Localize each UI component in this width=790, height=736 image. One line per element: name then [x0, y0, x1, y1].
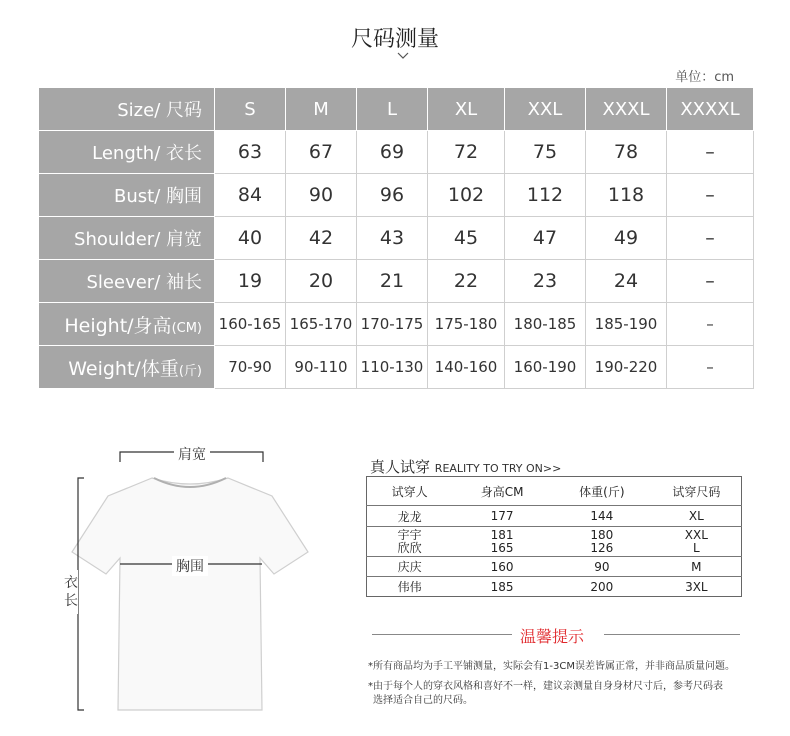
table-cell: 70-90: [215, 346, 286, 389]
table-row: [39, 174, 754, 217]
table-row: [39, 260, 754, 303]
table-cell: 175-180: [428, 303, 505, 346]
row-label-height-text: Height/身高: [64, 314, 172, 337]
bust-label: 胸围: [172, 556, 208, 576]
table-cell: 78: [586, 131, 667, 174]
table-cell: 96: [357, 174, 428, 217]
table-cell: 49: [586, 217, 667, 260]
tryon-header: 试穿人: [391, 484, 428, 499]
table-cell: 23: [505, 260, 586, 303]
divider: [604, 634, 740, 635]
shoulder-label: 肩宽: [174, 444, 210, 464]
table-cell: 112: [505, 174, 586, 217]
tshirt-diagram: [60, 440, 320, 720]
note-text: [368, 680, 723, 708]
tryon-header: 身高CM: [480, 484, 524, 499]
row-label-bust: Bust/ 胸围: [39, 174, 215, 217]
table-cell: 110-130: [357, 346, 428, 389]
tryon-cell: [552, 527, 652, 557]
size-col-header: L: [357, 88, 428, 131]
table-cell: 118: [586, 174, 667, 217]
tips-heading-text: 温馨提示: [520, 627, 585, 646]
tryon-cell: 177: [452, 506, 552, 527]
tryon-cell: 144: [552, 506, 652, 527]
row-label-length: Length/ 衣长: [39, 131, 215, 174]
table-cell: 43: [357, 217, 428, 260]
unit-label: 单位：cm: [675, 70, 734, 85]
tryon-cell-line: 宇宇: [397, 527, 422, 542]
tryon-cell: 龙龙: [367, 506, 453, 527]
note-line: 选择适合自己的尺码。: [373, 695, 473, 706]
table-cell: 19: [215, 260, 286, 303]
table-row: [367, 506, 742, 527]
row-label-weight: [39, 346, 215, 389]
table-cell: 47: [505, 217, 586, 260]
table-row: [39, 131, 754, 174]
tryon-header: 试穿尺码: [672, 484, 721, 499]
tryon-cell-line: 欣欣: [397, 540, 422, 555]
row-label-weight-text: Weight/体重: [68, 357, 179, 380]
table-cell: –: [667, 303, 754, 346]
table-cell: 24: [586, 260, 667, 303]
table-cell: 90-110: [286, 346, 357, 389]
tryon-header: 体重(斤): [579, 484, 625, 499]
table-cell: 170-175: [357, 303, 428, 346]
size-col-header: M: [286, 88, 357, 131]
table-cell: 42: [286, 217, 357, 260]
tryon-cell: [652, 527, 742, 557]
tryon-cell: M: [652, 557, 742, 577]
tryon-cell: 伟伟: [367, 577, 453, 597]
table-cell: 67: [286, 131, 357, 174]
table-cell: 84: [215, 174, 286, 217]
table-cell: 63: [215, 131, 286, 174]
table-cell: 90: [286, 174, 357, 217]
tryon-cell: 200: [552, 577, 652, 597]
table-row: [367, 557, 742, 577]
table-cell: 69: [357, 131, 428, 174]
size-table: [38, 87, 754, 389]
table-cell: –: [667, 260, 754, 303]
tryon-cell: XL: [652, 506, 742, 527]
length-label-char: 衣: [64, 575, 78, 591]
table-cell: 185-190: [586, 303, 667, 346]
row-label-sleeve: Sleever/ 袖长: [39, 260, 215, 303]
tryon-title: [370, 456, 561, 477]
table-cell: –: [667, 346, 754, 389]
size-col-header: XXXXL: [667, 88, 754, 131]
tryon-cell-line: 126: [590, 540, 614, 555]
table-cell: 102: [428, 174, 505, 217]
table-cell: –: [667, 174, 754, 217]
table-cell: 165-170: [286, 303, 357, 346]
table-cell: 160-165: [215, 303, 286, 346]
table-cell: 180-185: [505, 303, 586, 346]
size-col-header: XL: [428, 88, 505, 131]
tryon-cell: 185: [452, 577, 552, 597]
tryon-cell: 160: [452, 557, 552, 577]
table-row: [367, 577, 742, 597]
tryon-title-en: REALITY TO TRY ON>>: [434, 462, 562, 475]
size-col-header: S: [215, 88, 286, 131]
tryon-cell: 庆庆: [367, 557, 453, 577]
note-text: *所有商品均为手工平铺测量，实际会有1-3CM误差皆属正常，并非商品质量问题。: [368, 661, 735, 672]
row-label-height-unit: (CM): [171, 320, 202, 336]
tryon-cell-line: 180: [590, 527, 614, 542]
page-title: 尺码测量: [350, 27, 439, 52]
table-row: [39, 346, 754, 389]
table-cell: 45: [428, 217, 505, 260]
table-row: [367, 527, 742, 557]
tryon-table: [366, 476, 742, 597]
tryon-cell: [452, 527, 552, 557]
tryon-cell: 90: [552, 557, 652, 577]
table-row: [39, 303, 754, 346]
table-cell: 75: [505, 131, 586, 174]
table-cell: 21: [357, 260, 428, 303]
table-cell: –: [667, 217, 754, 260]
size-header-label: Size/ 尺码: [39, 88, 215, 131]
table-cell: 40: [215, 217, 286, 260]
tryon-cell-line: 181: [490, 527, 514, 542]
table-cell: 140-160: [428, 346, 505, 389]
row-label-height: [39, 303, 215, 346]
row-label-weight-unit: (斤): [178, 363, 202, 379]
tryon-cell: 3XL: [652, 577, 742, 597]
table-cell: 22: [428, 260, 505, 303]
size-col-header: XXL: [505, 88, 586, 131]
table-cell: –: [667, 131, 754, 174]
tshirt-illustration: [60, 440, 320, 720]
table-cell: 160-190: [505, 346, 586, 389]
tryon-cell-line: 165: [490, 540, 514, 555]
tryon-cell-line: L: [693, 540, 700, 555]
length-label-char: 长: [64, 593, 78, 609]
table-cell: 20: [286, 260, 357, 303]
table-row: [39, 217, 754, 260]
size-header-row: [39, 88, 754, 131]
table-cell: 190-220: [586, 346, 667, 389]
tryon-cell: [367, 527, 453, 557]
row-label-shoulder: Shoulder/ 肩宽: [39, 217, 215, 260]
note-line: *由于每个人的穿衣风格和喜好不一样，建议亲测量自身身材尺寸后，参考尺码表: [368, 681, 723, 692]
tryon-cell-line: XXL: [684, 527, 708, 542]
length-label: [64, 570, 78, 614]
divider: [372, 634, 512, 635]
tryon-title-zh: 真人试穿: [370, 458, 431, 476]
tryon-header-row: [367, 477, 742, 506]
size-col-header: XXXL: [586, 88, 667, 131]
chevron-down-icon: [397, 52, 409, 60]
table-cell: 72: [428, 131, 505, 174]
